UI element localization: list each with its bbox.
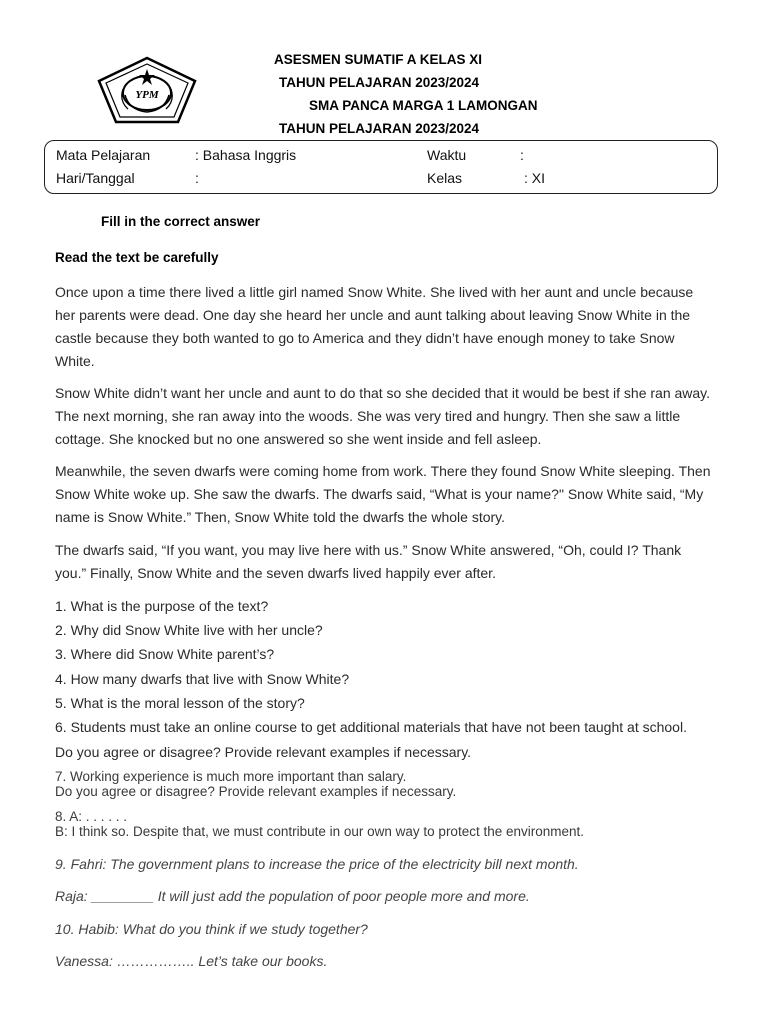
day-value: : — [195, 170, 199, 186]
logo-text: YPM — [135, 89, 159, 101]
time-value: : — [520, 147, 524, 163]
story-paragraph-2: Snow White didn’t want her uncle and aunt to do that so she decided that it would be best if she ran away. The next morning, she ran away into the woods. She was very tired and hungry. Then she saw a little cottage. She knocked but no one answered so she went inside and fell asleep. — [55, 385, 711, 447]
question-6: 6. Students must take an online course to get additional materials that have not been taught at school. — [55, 719, 687, 735]
class-label: Kelas — [427, 170, 463, 186]
school-logo — [94, 55, 200, 125]
question-7: 7. Working experience is much more important than salary. — [55, 769, 407, 784]
question-1: 1. What is the purpose of the text? — [55, 598, 269, 614]
question-10-a: 10. Habib: What do you think if we study together? — [55, 921, 368, 937]
header-year: TAHUN PELAJARAN 2023/2024 — [279, 75, 480, 90]
class-value: : XI — [524, 170, 546, 186]
question-3: 3. Where did Snow White parent’s? — [55, 646, 275, 662]
time-label: Waktu — [427, 147, 467, 163]
subject-label: Mata Pelajaran — [56, 147, 151, 163]
story-paragraph-4: The dwarfs said, “If you want, you may live here with us.” Snow White answered, “Oh, could I? Thank you.” Finally, Snow White and the seven dwarfs lived happily ever after. — [55, 542, 682, 581]
question-9-b: Raja: ________ It will just add the population of poor people more and more. — [55, 888, 530, 904]
question-9-a: 9. Fahri: The government plans to increase the price of the electricity bill next month. — [55, 856, 579, 872]
instruction-fill: Fill in the correct answer — [101, 214, 261, 229]
question-10-b: Vanessa: …………….. Let’s take our books. — [55, 953, 328, 969]
question-5: 5. What is the moral lesson of the story? — [55, 695, 305, 711]
header-year-2: TAHUN PELAJARAN 2023/2024 — [279, 121, 480, 136]
header-school: SMA PANCA MARGA 1 LAMONGAN — [309, 98, 538, 113]
question-7-prompt: Do you agree or disagree? Provide relevant examples if necessary. — [55, 784, 457, 799]
header-title: ASESMEN SUMATIF A KELAS XI — [274, 52, 483, 67]
story-paragraph-3: Meanwhile, the seven dwarfs were coming home from work. There they found Snow White sleeping. Then Snow White woke up. She saw the dwarfs. The dwarfs said, “What is your name?" Snow White said, “My name is Snow White.” Then, Snow White told the dwarfs the whole story. — [55, 463, 711, 525]
question-6-prompt: Do you agree or disagree? Provide relevant examples if necessary. — [55, 744, 472, 760]
question-8-b: B: I think so. Despite that, we must contribute in our own way to protect the environment. — [55, 824, 585, 839]
story-paragraph-1: Once upon a time there lived a little girl named Snow White. She lived with her aunt and uncle because her parents were dead. One day she heard her uncle and aunt talking about leaving Snow White in the castle because they both wanted to go to America and they didn’t have enough money to take Snow White. — [55, 284, 694, 369]
question-8-a: 8. A: . . . . . . — [55, 809, 128, 824]
subject-value: : Bahasa Inggris — [195, 147, 297, 163]
day-label: Hari/Tanggal — [56, 170, 135, 186]
instruction-read: Read the text be carefully — [55, 250, 219, 265]
question-2: 2. Why did Snow White live with her uncle? — [55, 622, 323, 638]
question-4: 4. How many dwarfs that live with Snow White? — [55, 671, 350, 687]
